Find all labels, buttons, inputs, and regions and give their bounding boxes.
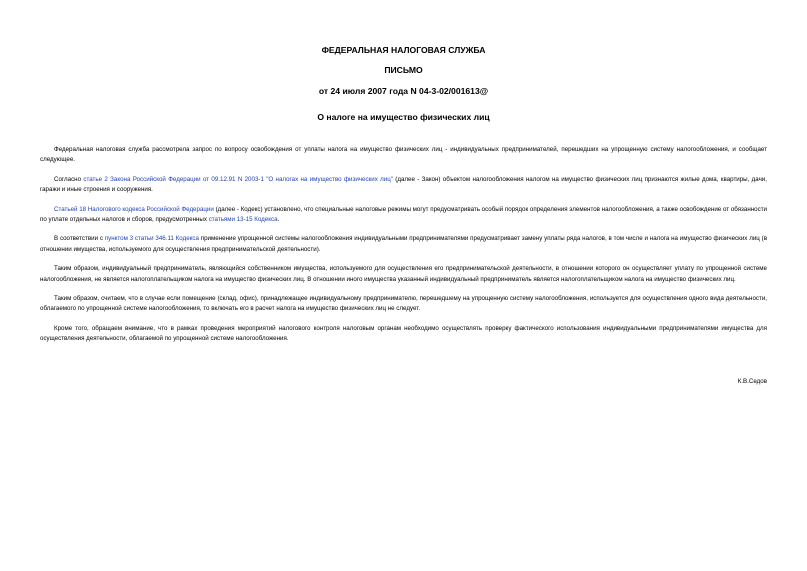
paragraph-1-text: Федеральная налоговая служба рассмотрела запрос по вопросу освобождения от уплаты налога на имущество физических лиц - индивидуальных предпринимателей, перешедших на упрощенную систему налогообложения, и сообщает следующее. — [40, 146, 767, 164]
agency-name: ФЕДЕРАЛЬНАЯ НАЛОГОВАЯ СЛУЖБА — [321, 45, 486, 55]
signature: К.В.Седов — [737, 377, 767, 385]
document-page — [40, 0, 767, 387]
law-article-2-link[interactable]: статье 2 Закона Российской Федерации от 09.12.91 N 2003-1 "О налогах на имущество физических лиц" — [83, 175, 393, 183]
paragraph-2-before: Согласно — [54, 175, 84, 183]
paragraph-7 — [40, 324, 767, 345]
paragraph-7-text: Кроме того, обращаем внимание, что в рамках проведения мероприятий налогового контроля налоговым органам необходимо осуществлять проверку фактического использования индивидуальными предпринимателями имущества для осуществления деятельности, облагаемой по упрощенной системе налогообложения. — [40, 324, 767, 343]
document-date-number: от 24 июля 2007 года N 04-3-02/001613@ — [318, 86, 489, 96]
paragraph-5-text: Таким образом, индивидуальный предприниматель, являющийся собственником имущества, используемого для осуществления его предпринимательской деятельности, в отношении которого он осуществляет уплату по упрощенной системе налогообложения, не является налогоплательщиком налога на имущество физических лиц. В отношении иного имущества указанный индивидуальный предприниматель является налогоплательщиком налога на имущество физических лиц. — [40, 265, 767, 283]
document-body — [40, 145, 767, 345]
paragraph-4-after: применение упрощенной системы налогообложения индивидуальными предпринимателями предусматривает замену уплаты ряда налогов, в том числе и налога на имущество физических лиц (в отношении имущества, используемого для осуществления предпринимательской деятельности). — [40, 235, 767, 253]
paragraph-2 — [40, 175, 767, 196]
document-type: ПИСЬМО — [384, 65, 423, 75]
tax-code-articles-13-15-link[interactable]: статьями 13-15 Кодекса — [208, 216, 278, 224]
paragraph-1 — [40, 145, 767, 166]
tax-code-article-346-11-link[interactable]: пунктом 3 статьи 346.11 Кодекса — [104, 235, 199, 243]
paragraph-4 — [40, 234, 767, 255]
paragraph-6-text: Таким образом, считаем, что в случае если помещение (склад, офис), принадлежащее индивидуальному предпринимателю, перешедшему на упрощенную систему налогообложения, используется для осуществления одного вида деятельности, облагаемого по упрощенной системе налогообложения, то включать его в расчет налога на имущество физических лиц не следует. — [40, 295, 767, 313]
paragraph-4-before: В соответствии с — [54, 235, 105, 243]
paragraph-2-after: (далее - Закон) объектом налогообложения налогом на имущество физических лиц признаются жилые дома, квартиры, дачи, гаражи и иные строения и сооружения. — [40, 175, 767, 194]
document-subject: О налоге на имущество физических лиц — [317, 112, 490, 122]
paragraph-6 — [40, 294, 767, 315]
paragraph-3 — [40, 205, 767, 226]
paragraph-3-after: . — [277, 216, 280, 224]
paragraph-3-mid: (далее - Кодекс) установлено, что специальные налоговые режимы могут предусматривать особый порядок определения элементов налогообложения, а также освобождение от обязанности по уплате отдельных налогов и сборов, предусмотренных — [40, 205, 767, 224]
tax-code-article-18-link[interactable]: Статьей 18 Налогового кодекса Российской Федерации — [54, 205, 214, 213]
paragraph-5 — [40, 264, 767, 285]
